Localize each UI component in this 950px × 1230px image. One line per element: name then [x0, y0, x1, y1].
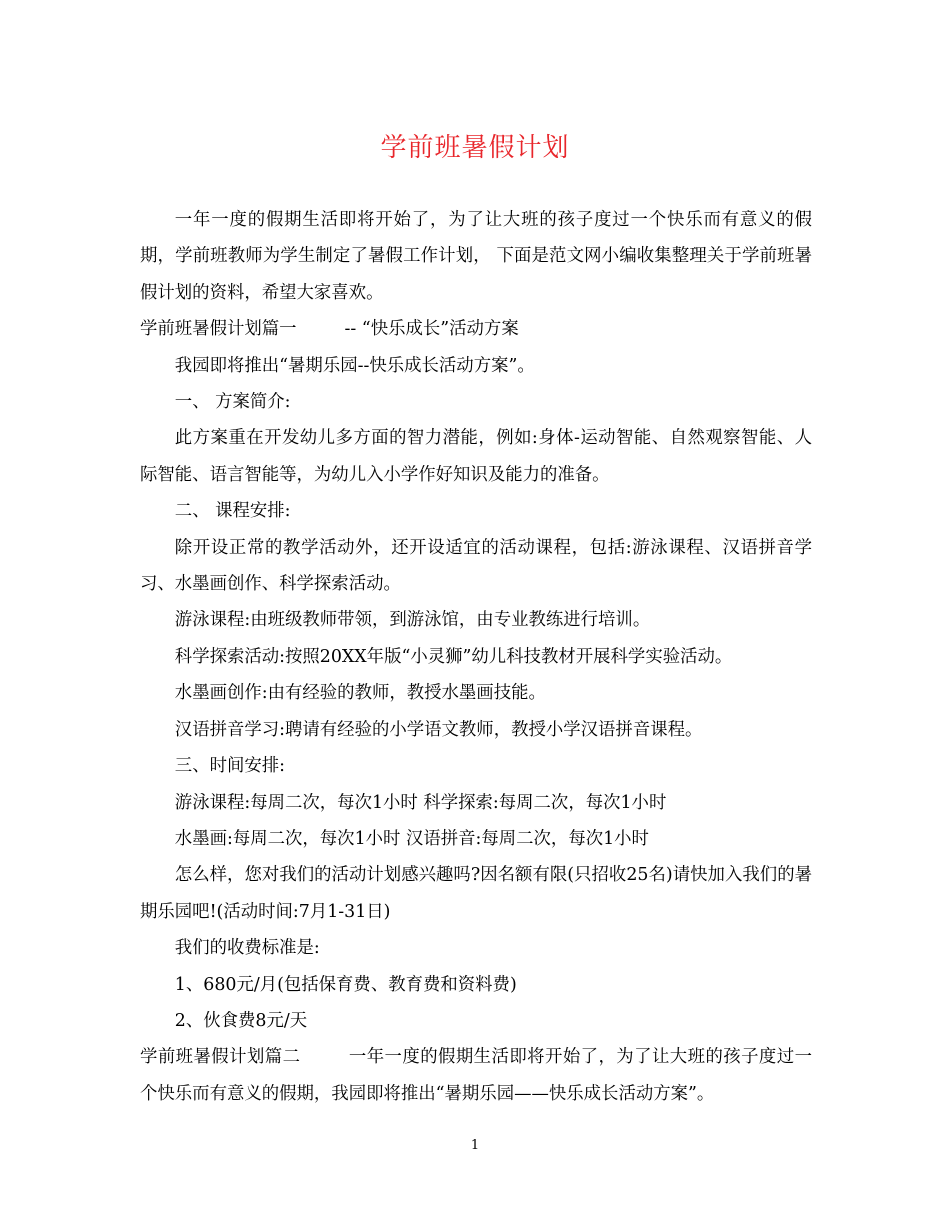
plan-intro-heading: 一、 方案简介: — [174, 392, 291, 413]
swim-course-paragraph: 游泳课程:由班级教师带领，到游泳馆，由专业教练进行培训。 — [174, 610, 651, 631]
section1-subtitle: -- “快乐成长”活动方案 — [344, 319, 519, 340]
courses-heading: 二、 课程安排: — [174, 501, 291, 522]
fee-item-2: 2、伙食费8元/天 — [174, 1010, 308, 1031]
fee-intro-paragraph: 我们的收费标准是: — [174, 938, 320, 959]
intro-paragraph: 一年一度的假期生活即将开始了，为了让大班的孩子度过一个快乐而有意义的假期，学前班教师为学生制定了暑假工作计划， 下面是范文网小编收集整理关于学前班暑假计划的资料，希望大家喜欢。 — [140, 210, 812, 303]
section2-paragraph — [140, 1039, 812, 1112]
page-number: 1 — [470, 1138, 480, 1153]
invite-paragraph: 怎么样，您对我们的活动计划感兴趣吗?因名额有限(只招收25名)请快加入我们的暑期乐园吧!(活动时间:7月1-31日) — [140, 865, 812, 922]
document-body — [140, 202, 812, 1112]
document-title: 学前班暑假计划 — [380, 133, 570, 163]
fee-item-1: 1、680元/月(包括保育费、教育费和资料费) — [174, 974, 517, 995]
courses-paragraph: 除开设正常的教学活动外，还开设适宜的活动课程，包括:游泳课程、汉语拼音学习、水墨画创作、科学探索活动。 — [140, 537, 812, 595]
section2-heading: 学前班暑假计划篇二 — [140, 1047, 301, 1068]
launch-paragraph: 我园即将推出“暑期乐园--快乐成长活动方案”。 — [174, 355, 535, 376]
plan-intro-paragraph: 此方案重在开发幼儿多方面的智力潜能，例如:身体-运动智能、自然观察智能、人际智能、语言智能等，为幼儿入小学作好知识及能力的准备。 — [140, 428, 812, 485]
schedule-heading: 三、时间安排: — [174, 756, 286, 777]
section1-heading-line — [140, 311, 812, 347]
section2-text: 一年一度的假期生活即将开始了，为了让大班的孩子度过一个快乐而有意义的假期，我园即将推出“暑期乐园——快乐成长活动方案”。 — [140, 1047, 812, 1104]
science-activity-paragraph: 科学探索活动:按照20XX年版“小灵狮”幼儿科技教材开展科学实验活动。 — [174, 646, 733, 667]
schedule-line-1: 游泳课程:每周二次，每次1小时 科学探索:每周二次，每次1小时 — [174, 792, 667, 813]
schedule-line-2: 水墨画:每周二次，每次1小时 汉语拼音:每周二次，每次1小时 — [174, 828, 649, 849]
ink-painting-paragraph: 水墨画创作:由有经验的教师，教授水墨画技能。 — [174, 683, 546, 704]
section1-heading: 学前班暑假计划篇一 — [140, 319, 297, 340]
pinyin-paragraph: 汉语拼音学习:聘请有经验的小学语文教师，教授小学汉语拼音课程。 — [174, 719, 703, 740]
